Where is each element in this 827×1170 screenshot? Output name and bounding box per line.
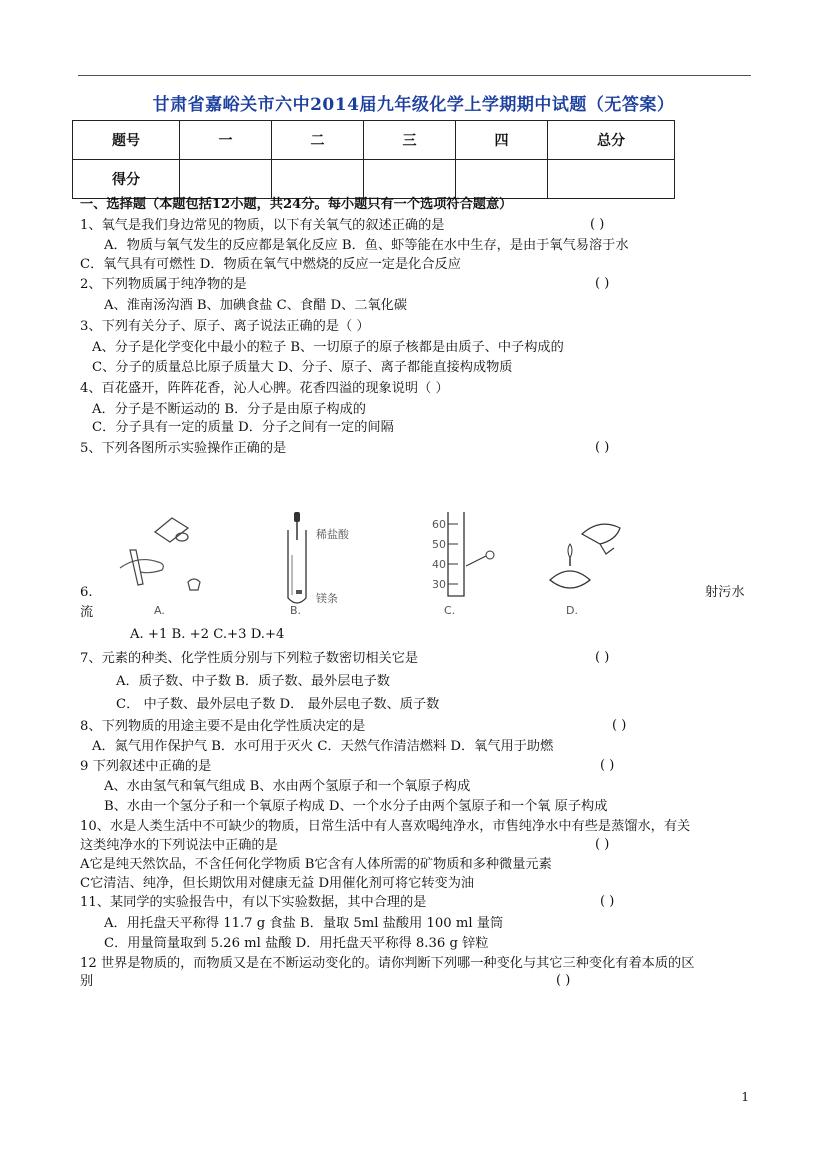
- score-cell[interactable]: [364, 160, 456, 199]
- score-cell[interactable]: [456, 160, 548, 199]
- question-text: 流: [80, 605, 94, 620]
- question-options: C它清洁、纯净，但长期饮用对健康无益 D用催化剂可将它转变为油: [80, 876, 475, 891]
- table-header-cell: 四: [456, 121, 548, 160]
- test-tube-icon: [278, 510, 318, 610]
- question-options: C．用量筒量取到 5.26 ml 盐酸 D．用托盘天平称得 8.36 g 锌粒: [104, 936, 489, 951]
- table-header-cell: 三: [364, 121, 456, 160]
- question-stem: 1、氧气是我们身边常见的物质，以下有关氧气的叙述正确的是: [80, 218, 445, 233]
- score-cell[interactable]: [272, 160, 364, 199]
- question-options: B、水由一个氢分子和一个氧原子构成 D、一个水分子由两个氢原子和一个氧 原子构成: [104, 799, 608, 814]
- answer-paren: ( ): [556, 973, 571, 988]
- table-row: [73, 160, 675, 199]
- answer-paren: ( ): [595, 837, 610, 852]
- score-table: [72, 120, 675, 199]
- pouring-reagent-icon: [110, 510, 210, 610]
- question-stem: 12 世界是物质的，而物质又是在不断运动变化的。请你判断下列哪一种变化与其它三种变化有着本质的区: [80, 956, 695, 971]
- question-options: A．物质与氧气发生的反应都是氧化反应 B．鱼、虾等能在水中生存，是由于氧气易溶于水: [104, 238, 629, 253]
- question-options: A．质子数、中子数 B．质子数、最外层电子数: [116, 674, 390, 689]
- scale-tick: 50: [432, 538, 446, 551]
- answer-paren: ( ): [600, 894, 615, 909]
- score-cell[interactable]: [548, 160, 675, 199]
- score-cell[interactable]: [180, 160, 272, 199]
- answer-paren: ( ): [595, 650, 610, 665]
- figure-annotation: 稀盐酸: [316, 528, 349, 541]
- figure-a: [110, 510, 210, 617]
- question-stem: 4、百花盛开，阵阵花香，沁人心脾。花香四溢的现象说明（ ）: [80, 381, 449, 396]
- question-options: A．分子是不断运动的 B．分子是由原子构成的: [92, 402, 366, 417]
- question-stem: 11、某同学的实验报告中，有以下实验数据，其中合理的是: [80, 895, 427, 910]
- question-stem: 别: [80, 974, 94, 989]
- question-number: 6.: [80, 585, 93, 600]
- question-options: A、淮南汤沟酒 B、加碘食盐 C、食醋 D、二氧化碳: [104, 298, 408, 313]
- question-stem: 9 下列叙述中正确的是: [80, 759, 212, 774]
- answer-paren: ( ): [595, 276, 610, 291]
- question-options: C．氧气具有可燃性 D．物质在氧气中燃烧的反应一定是化合反应: [80, 257, 461, 272]
- header-rule: [78, 75, 751, 76]
- alcohol-lamp-icon: [540, 510, 640, 600]
- question-stem: 3、下列有关分子、原子、离子说法正确的是（ ）: [80, 319, 370, 334]
- scale-tick: 60: [432, 518, 446, 531]
- question-stem: 7、元素的种类、化学性质分别与下列粒子数密切相关它是: [80, 651, 419, 666]
- table-row-label: 得分: [73, 160, 180, 199]
- table-header-cell: 一: [180, 121, 272, 160]
- page-number: 1: [741, 1090, 749, 1104]
- section-heading: 一、选择题（本题包括12小题，共24分。每小题只有一个选项符合题意）: [80, 197, 513, 212]
- figure-d: [540, 510, 640, 617]
- figure-annotation: 镁条: [316, 592, 338, 605]
- figure-label: A.: [154, 604, 165, 617]
- question-options: C、分子的质量总比原子质量大 D、分子、原子、离子都能直接构成物质: [92, 360, 513, 375]
- answer-paren: ( ): [612, 718, 627, 733]
- table-header-cell: 题号: [73, 121, 180, 160]
- scale-tick: 40: [432, 558, 446, 571]
- answer-paren: ( ): [600, 758, 615, 773]
- question-options: A它是纯天然饮品，不含任何化学物质 B它含有人体所需的矿物质和多种微量元素: [80, 857, 552, 872]
- question-options: A、水由氢气和氧气组成 B、水由两个氢原子和一个氧原子构成: [104, 779, 471, 794]
- figure-label: B.: [290, 604, 302, 617]
- table-row: [73, 121, 675, 160]
- figure-label: D.: [566, 604, 578, 617]
- table-header-cell: 二: [272, 121, 364, 160]
- question-options: A．氮气用作保护气 B．水可用于灭火 C．天然气作清洁燃料 D．氧气用于助燃: [92, 739, 554, 754]
- question-stem: 5、下列各图所示实验操作正确的是: [80, 441, 287, 456]
- question-stem: 2、下列物质属于纯净物的是: [80, 277, 247, 292]
- scale-tick: 30: [432, 578, 446, 591]
- question-options: A. +1 B. +2 C.+3 D.+4: [130, 627, 285, 642]
- question-options: A．用托盘天平称得 11.7 g 食盐 B．量取 5ml 盐酸用 100 ml 量筒: [104, 916, 504, 931]
- question-stem: 8、下列物质的用途主要不是由化学性质决定的是: [80, 719, 366, 734]
- question-text: 射污水: [705, 585, 745, 600]
- question-stem: 10、水是人类生活中不可缺少的物质，日常生活中有人喜欢喝纯净水，市售纯净水中有些是蒸馏水，有关: [80, 819, 691, 834]
- page-title: 甘肃省嘉峪关市六中2014届九年级化学上学期期中试题（无答案）: [152, 95, 675, 115]
- question-options: A、分子是化学变化中最小的粒子 B、一切原子的原子核都是由质子、中子构成的: [92, 340, 564, 355]
- question-options: C．分子具有一定的质量 D．分子之间有一定的间隔: [92, 420, 394, 435]
- question-stem: 这类纯净水的下列说法中正确的是: [80, 838, 278, 853]
- table-header-cell: 总分: [548, 121, 675, 160]
- question-options: C． 中子数、最外层电子数 D． 最外层电子数、质子数: [116, 697, 440, 712]
- answer-paren: ( ): [595, 440, 610, 455]
- figure-b: [278, 510, 368, 617]
- figure-label: C.: [444, 604, 456, 617]
- answer-paren: ( ): [590, 217, 605, 232]
- figure-c: [428, 510, 508, 617]
